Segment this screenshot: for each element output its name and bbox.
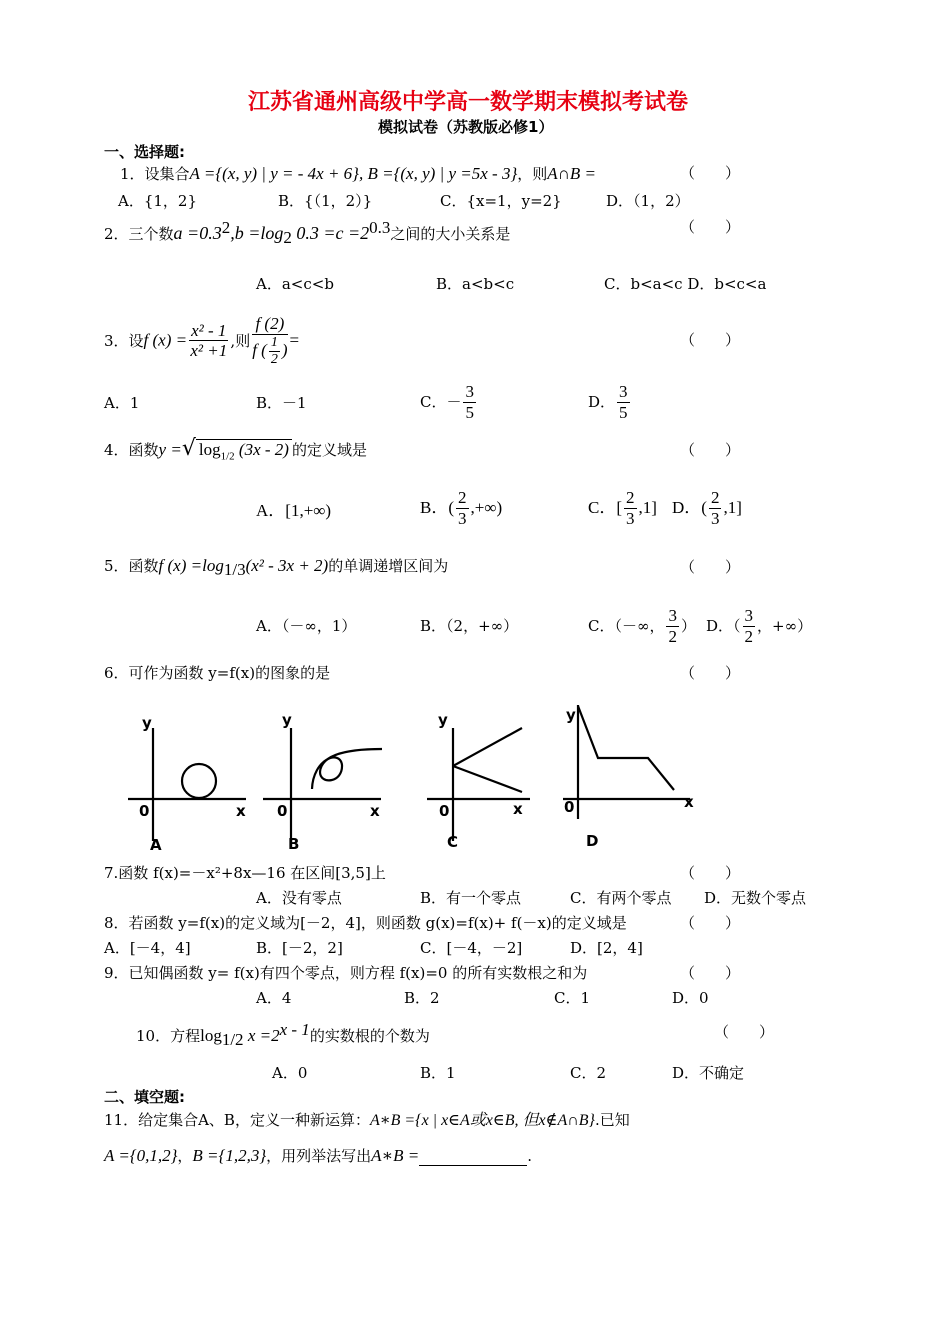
q4-option-c (588, 488, 657, 528)
q10-log-base: 1/2 (221, 1030, 244, 1049)
q3-option-d-label: D． (588, 393, 616, 412)
q3-then: ,则 (230, 331, 251, 350)
q8-option-d: D．[2，4] (570, 939, 643, 957)
graph-a-label: A (150, 836, 162, 854)
q7-paren: （ ） (680, 864, 741, 882)
q4-b-bottom: 3 (458, 508, 467, 528)
q5-number: 5．函数 (104, 557, 159, 575)
graph-d-polyline (578, 706, 674, 790)
question-11-line-1 (104, 1111, 630, 1130)
q5-tail: 的单调递增区间为 (328, 557, 449, 575)
q3-option-d (588, 382, 632, 422)
q4-tail: 的定义域是 (291, 441, 367, 459)
q2-c-exp: 0.3 (369, 218, 391, 237)
q5-option-c (588, 606, 696, 646)
q6-graphs (0, 695, 950, 855)
q3-ratio-bottom (252, 335, 287, 368)
q3-c-bottom: 5 (465, 402, 474, 422)
graph-c-label: C (447, 833, 459, 851)
graph-b-x-label: x (370, 802, 380, 820)
q3-option-a: A．1 (104, 394, 140, 412)
q1-option-c: C．{x=1，y=2} (440, 192, 562, 210)
q4-b-tail: ,+∞) (470, 497, 503, 517)
graph-c-x-label: x (513, 800, 523, 818)
graph-d-label: D (586, 832, 599, 850)
q10-option-d: D．不确定 (672, 1064, 745, 1082)
q6-paren: （ ） (680, 664, 741, 682)
q3-option-d-frac (617, 382, 630, 422)
q4-option-a: A．[1,+∞) (256, 501, 332, 520)
q4-d-tail: ,1] (723, 497, 742, 517)
question-2 (104, 218, 510, 248)
q10-expr: x =2 (243, 1026, 280, 1045)
q9-option-c: C．1 (554, 989, 591, 1007)
q4-c-top: 2 (626, 488, 635, 507)
q4-log-base: 1/2 (220, 450, 235, 463)
question-6: 6．可作为函数 y=f(x)的图象的是 (104, 664, 331, 682)
q1-option-d: D．（1，2） (606, 192, 690, 210)
q11-known: .已知 (594, 1111, 630, 1129)
q4-number: 4．函数 (104, 441, 159, 459)
page-title: 江苏省通州高级中学高一数学期末模拟考试卷 (248, 90, 689, 115)
graph-c-y-label: y (438, 711, 448, 729)
q4-paren: （ ） (680, 441, 741, 459)
q3-option-c-frac (463, 382, 476, 422)
q4-d-frac (709, 488, 722, 528)
q3-frac-bottom: x² +1 (190, 341, 228, 361)
q3-d-bottom: 5 (619, 402, 628, 422)
question-7: 7.函数 f(x)=－x²+8x—16 在区间[3,5]上 (104, 864, 386, 882)
question-1 (120, 164, 596, 184)
q4-log: log (198, 440, 221, 459)
q5-log-base: 1/3 (223, 560, 246, 579)
q3-option-c (420, 382, 478, 422)
q8-option-a: A．[－4，4] (104, 939, 191, 957)
q5-d-tail: ，+∞） (757, 617, 813, 636)
q3-option-b: B．－1 (256, 394, 307, 412)
q10-log: log (200, 1026, 222, 1045)
q11-ab: A∗B = (371, 1146, 420, 1165)
question-5 (104, 556, 448, 580)
q5-option-b: B．（2，+∞） (420, 617, 519, 635)
q4-b-top: 2 (458, 488, 467, 507)
q5-c-bottom: 2 (668, 626, 677, 646)
q7-option-b: B．有一个零点 (420, 889, 522, 907)
q4-radical: √ (181, 436, 196, 461)
graph-c-origin: 0 (439, 802, 450, 820)
q5-c-tail: ） (680, 617, 696, 636)
q4-d-top: 2 (710, 488, 720, 507)
q5-c-top: 3 (668, 606, 677, 625)
q2-b2: 0.3 =c =2 (291, 223, 370, 243)
q3-paren: （ ） (680, 331, 741, 349)
q11-mid: ，用列举法写出 (266, 1147, 372, 1165)
graph-c-upper-ray (453, 728, 522, 766)
section-fill: 二、填空题: (104, 1088, 185, 1106)
q5-option-d (706, 606, 812, 646)
q5-d-top: 3 (744, 606, 754, 625)
q8-option-b: B．[－2，2] (256, 939, 343, 957)
q9-option-a: A．4 (256, 989, 292, 1007)
q4-d-bottom: 3 (710, 508, 720, 528)
graph-b-y-label: y (282, 711, 292, 729)
q11-comma: ， (177, 1147, 193, 1165)
q2-b-sub: 2 (283, 228, 292, 247)
q5-c-frac (666, 606, 679, 646)
q3-frac-top: x² - 1 (191, 320, 227, 340)
q3-c-top: 3 (465, 382, 474, 401)
graph-b (263, 728, 382, 841)
q3-ratio (252, 314, 287, 368)
q11-set-a: A ={0,1,2} (104, 1146, 178, 1165)
q4-c-bottom: 3 (626, 508, 635, 528)
q1-number: 1．设集合 (120, 165, 190, 183)
q5-expr: f (x) =log (158, 556, 224, 575)
graph-b-curve (312, 749, 382, 789)
q5-d-label: D．（ (706, 617, 741, 636)
page-subtitle: 模拟试卷（苏教版必修1） (378, 118, 554, 136)
q5-d-frac (743, 606, 756, 646)
q11-set-b: B ={1,2,3} (192, 1146, 267, 1165)
q4-d-label: D．( (672, 497, 707, 517)
q2-a: a =0.3 (173, 223, 222, 243)
question-8: 8．若函数 y=f(x)的定义域为[－2，4]，则函数 g(x)=f(x)+ f(－x)的定义域是 (104, 914, 627, 932)
q3-half-top: 1 (269, 335, 280, 352)
q7-option-a: A．没有零点 (256, 889, 342, 907)
q2-option-c: C．b<a<c D．b<c<a (604, 275, 767, 293)
q8-option-c: C．[－4，－2] (420, 939, 523, 957)
q10-number: 10．方程 (136, 1027, 201, 1045)
q10-exp: x - 1 (279, 1020, 310, 1039)
q1-expression: A ={(x, y) | y = - 4x + 6}, B ={(x, y) | y =5x - 3} (189, 164, 518, 183)
q1-paren: （ ） (680, 164, 741, 182)
graph-c-lower-ray (453, 766, 522, 792)
q3-ratio-top: f (2) (252, 314, 287, 335)
q11-definition: A∗B ={x | x∈A或x∈B, 但x∉A∩B} (369, 1112, 595, 1129)
q11-end: . (527, 1147, 532, 1165)
q2-number: 2．三个数 (104, 225, 174, 243)
q4-b-label: B．( (420, 497, 454, 517)
graph-d-y-label: y (566, 706, 576, 724)
q4-sqrt-body (196, 439, 292, 464)
q1-expression-2: A∩B = (547, 164, 597, 183)
q9-option-d: D．0 (672, 989, 709, 1007)
q4-option-b (420, 488, 502, 528)
q1-option-b: B．{（1，2）} (278, 192, 373, 210)
graph-a (128, 728, 246, 841)
q1-tail: ，则 (517, 165, 548, 183)
graph-d-origin: 0 (564, 798, 575, 816)
q4-y: y = (158, 440, 182, 459)
section-choice: 一、选择题: (104, 143, 185, 161)
q3-option-c-label: C．－ (420, 393, 462, 412)
question-9: 9．已知偶函数 y= f(x)有四个零点，则方程 f(x)=0 的所有实数根之和为 (104, 964, 588, 982)
q2-paren: （ ） (680, 218, 741, 236)
q11-answer-blank[interactable] (419, 1151, 527, 1166)
q3-fhalf: f ( (252, 340, 267, 360)
q2-tail: 之间的大小关系是 (390, 225, 511, 243)
q10-option-a: A．0 (272, 1064, 308, 1082)
q10-tail: 的实数根的个数为 (309, 1027, 430, 1045)
q4-c-frac (624, 488, 637, 528)
graph-a-x-label: x (236, 802, 246, 820)
q11-intro: 11．给定集合A、B，定义一种新运算： (104, 1111, 370, 1129)
q3-fraction (189, 321, 228, 361)
q10-paren: （ ） (714, 1023, 775, 1041)
q4-arg: (3x - 2) (238, 440, 289, 459)
q10-option-c: C．2 (570, 1064, 607, 1082)
graph-a-y-label: y (142, 714, 152, 732)
graph-c (427, 728, 530, 841)
q4-c-tail: ,1] (638, 497, 657, 517)
q4-c-label: C．[ (588, 497, 622, 517)
q2-option-b: B．a<b<c (436, 275, 515, 293)
q5-paren: （ ） (680, 558, 741, 576)
q1-option-a: A．{1，2} (118, 192, 198, 210)
q10-option-b: B．1 (420, 1064, 456, 1082)
q8-paren: （ ） (680, 914, 741, 932)
q3-half-bottom: 2 (270, 351, 278, 367)
q2-b: ,b =log (230, 223, 284, 243)
q3-eq: = (289, 330, 300, 350)
question-10 (136, 1020, 430, 1050)
q5-c-label: C．（－∞， (588, 617, 665, 636)
question-3 (104, 314, 299, 368)
question-4 (104, 436, 367, 464)
q3-f: f (x) = (143, 330, 188, 350)
question-11-line-2 (104, 1146, 532, 1166)
graph-b-label: B (288, 835, 300, 853)
q3-number: 3．设 (104, 331, 144, 350)
graph-a-origin: 0 (139, 802, 150, 820)
q2-option-a: A．a<c<b (256, 275, 334, 293)
q3-fclose: ) (281, 340, 288, 360)
q4-option-d (672, 488, 742, 528)
q9-paren: （ ） (680, 964, 741, 982)
q5-option-a: A．（－∞，1） (256, 617, 357, 635)
q4-b-frac (456, 488, 469, 528)
q2-a-exp: 2 (221, 218, 231, 237)
q9-option-b: B．2 (404, 989, 440, 1007)
q7-option-d: D．无数个零点 (704, 889, 807, 907)
q3-half (269, 335, 280, 368)
graph-b-origin: 0 (277, 802, 288, 820)
q3-d-top: 3 (619, 382, 628, 401)
graph-d (563, 705, 690, 819)
graph-a-circle (182, 764, 216, 798)
q7-option-c: C．有两个零点 (570, 889, 672, 907)
q5-arg: (x² - 3x + 2) (245, 556, 329, 575)
q5-d-bottom: 2 (744, 626, 754, 646)
graph-d-x-label: x (684, 793, 694, 811)
